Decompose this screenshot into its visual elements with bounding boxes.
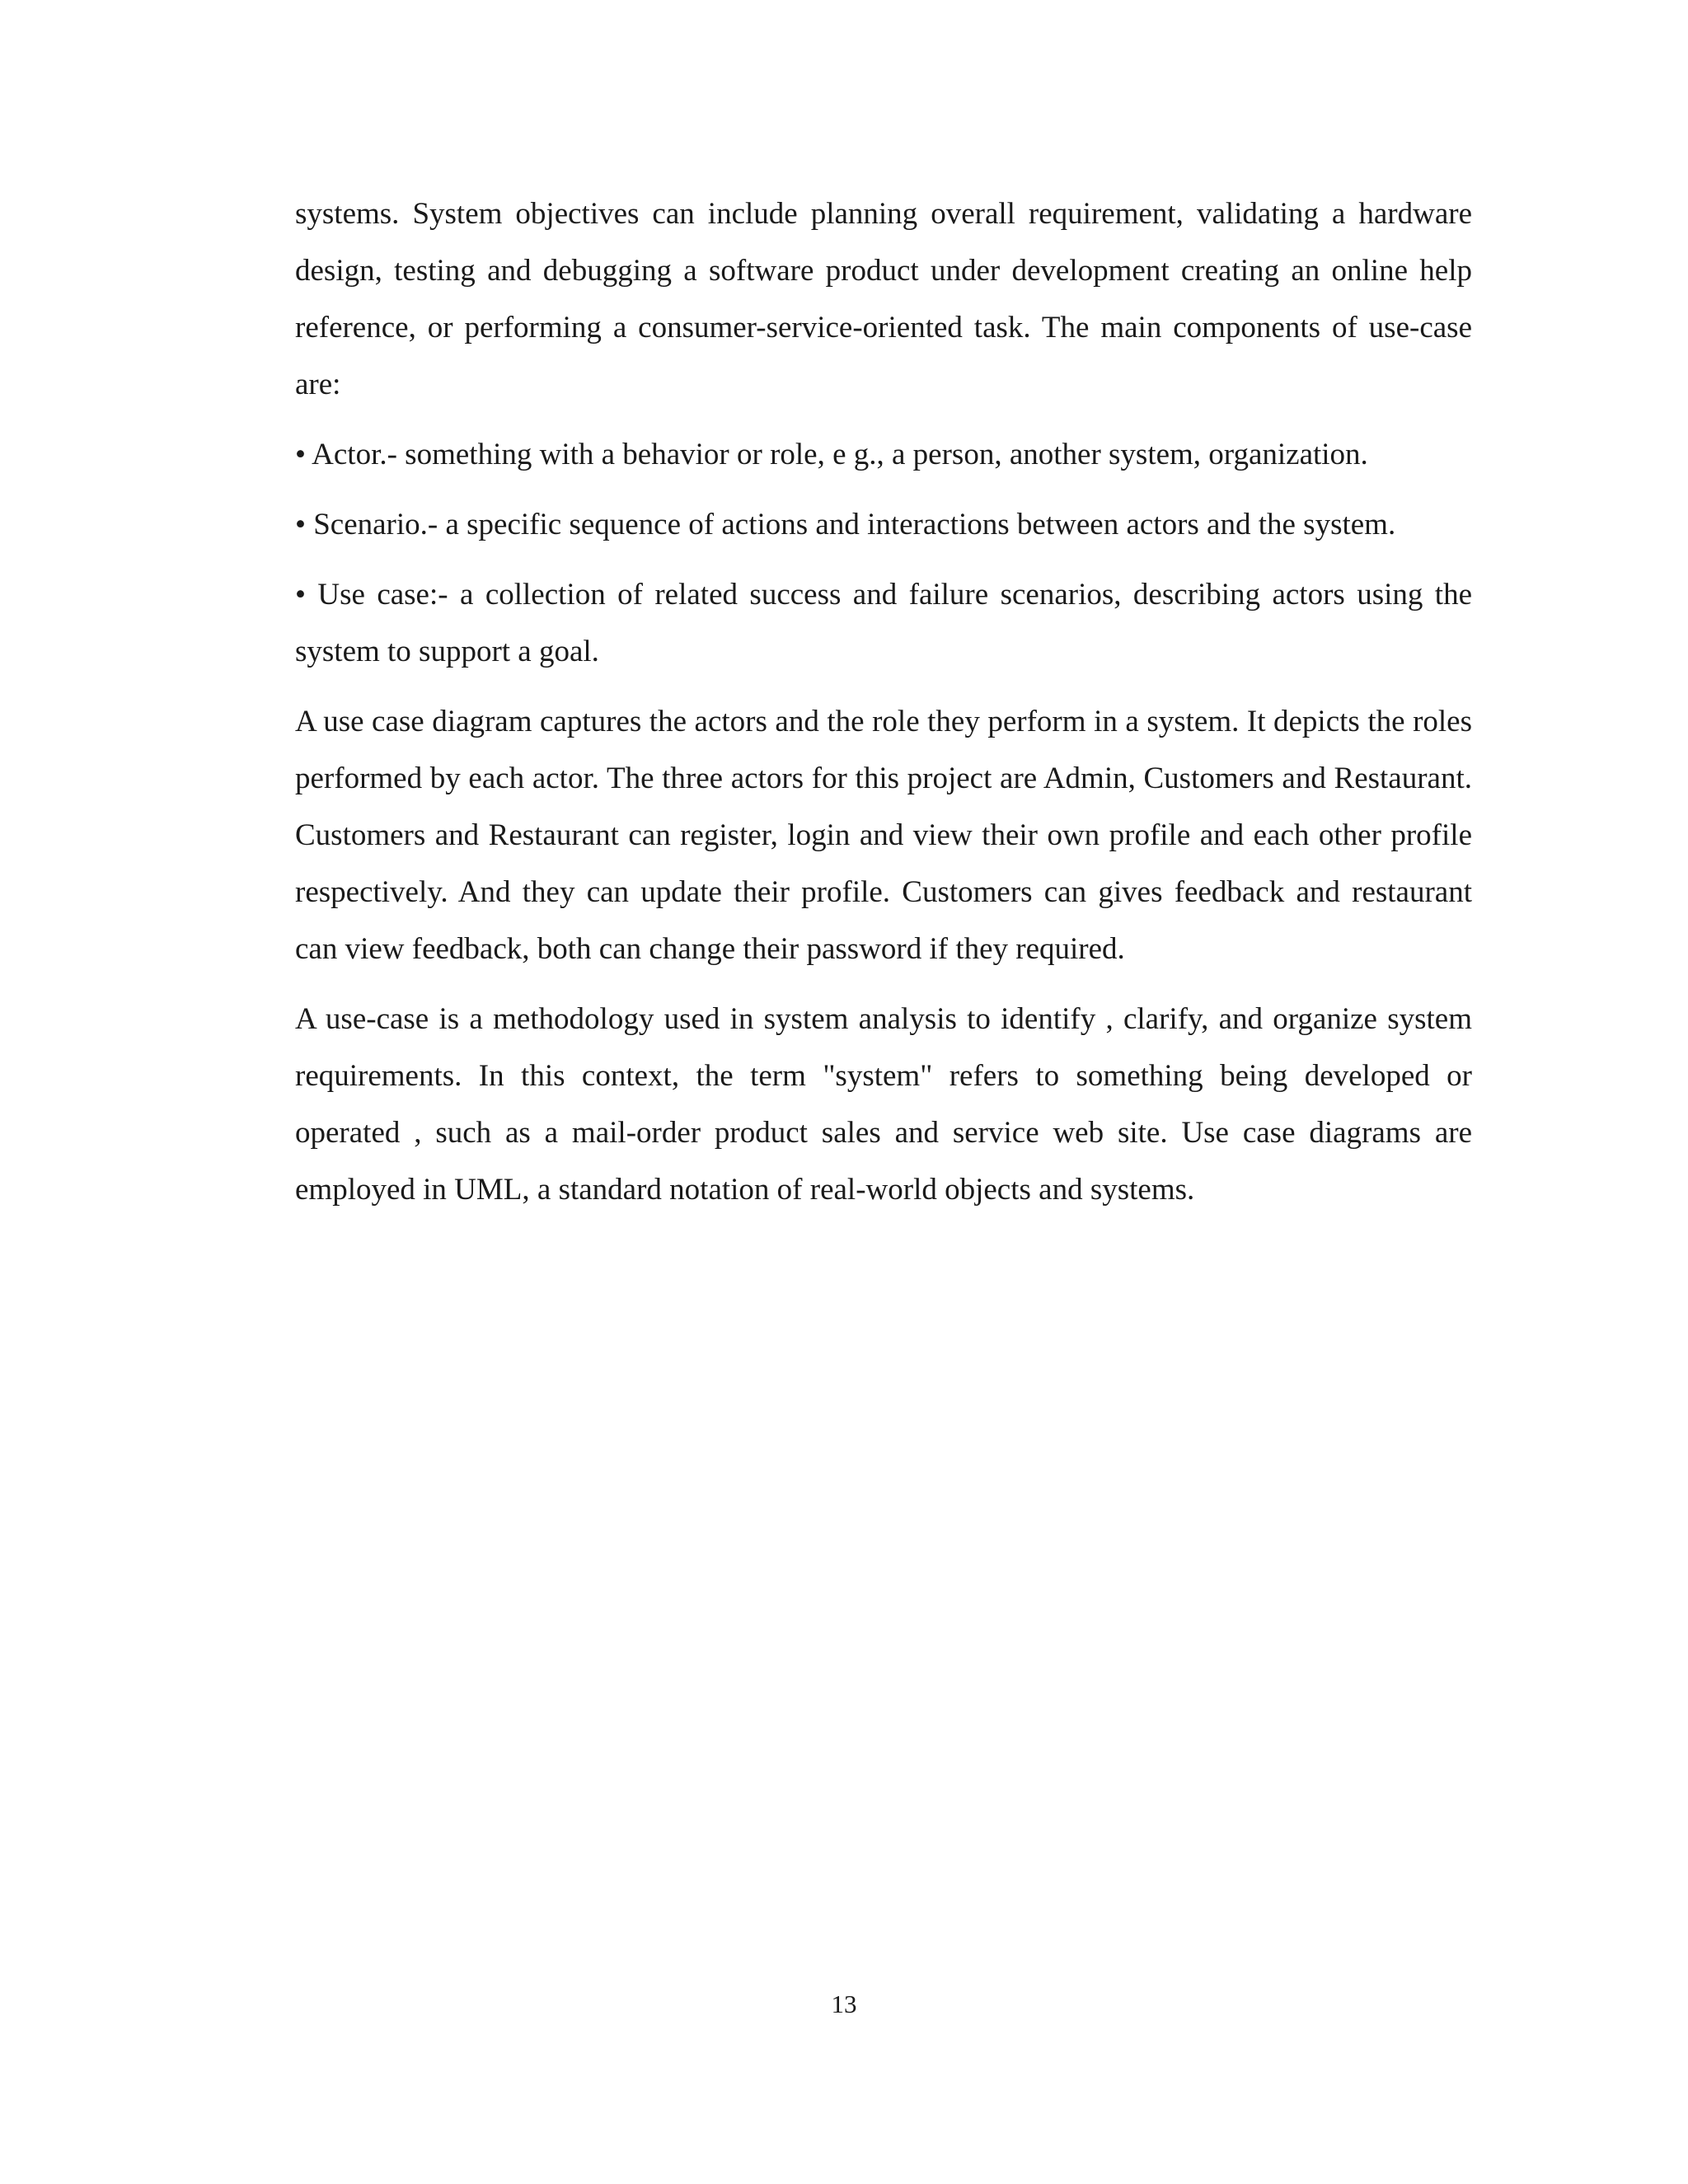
page-number: 13	[831, 1990, 857, 2018]
bullet-scenario: • Scenario.- a specific sequence of actions and interactions between actors and the system.	[295, 508, 1396, 541]
bullet-actor: • Actor.- something with a behavior or role, e g., a person, another system, organization.	[295, 438, 1368, 471]
bullet-use-case: • Use case:- a collection of related success and failure scenarios, describing actors using the system to support a goal.	[295, 578, 1472, 668]
paragraph-use-case-methodology: A use-case is a methodology used in system analysis to identify , clarify, and organize system requirements. In this context, the term "system" refers to something being developed or operated , such as a mail-order product sales and service web site. Use case diagrams are employed in UML, a standard notation of real-world objects and systems.	[295, 1002, 1472, 1207]
paragraph-system-objectives: systems. System objectives can include planning overall requirement, validating a hardware design, testing and debugging a software product under development creating an online help reference, or performing a consumer-service-oriented task. The main components of use-case are:	[295, 197, 1472, 401]
body-text	[295, 185, 1472, 1231]
paragraph-use-case-diagram: A use case diagram captures the actors and the role they perform in a system. It depicts the roles performed by each actor. The three actors for this project are Admin, Customers and Restaurant. Customers and Restaurant can register, login and view their own profile and each other profile respectively. And they can update their profile. Customers can gives feedback and restaurant can view feedback, both can change their password if they required.	[295, 705, 1472, 966]
